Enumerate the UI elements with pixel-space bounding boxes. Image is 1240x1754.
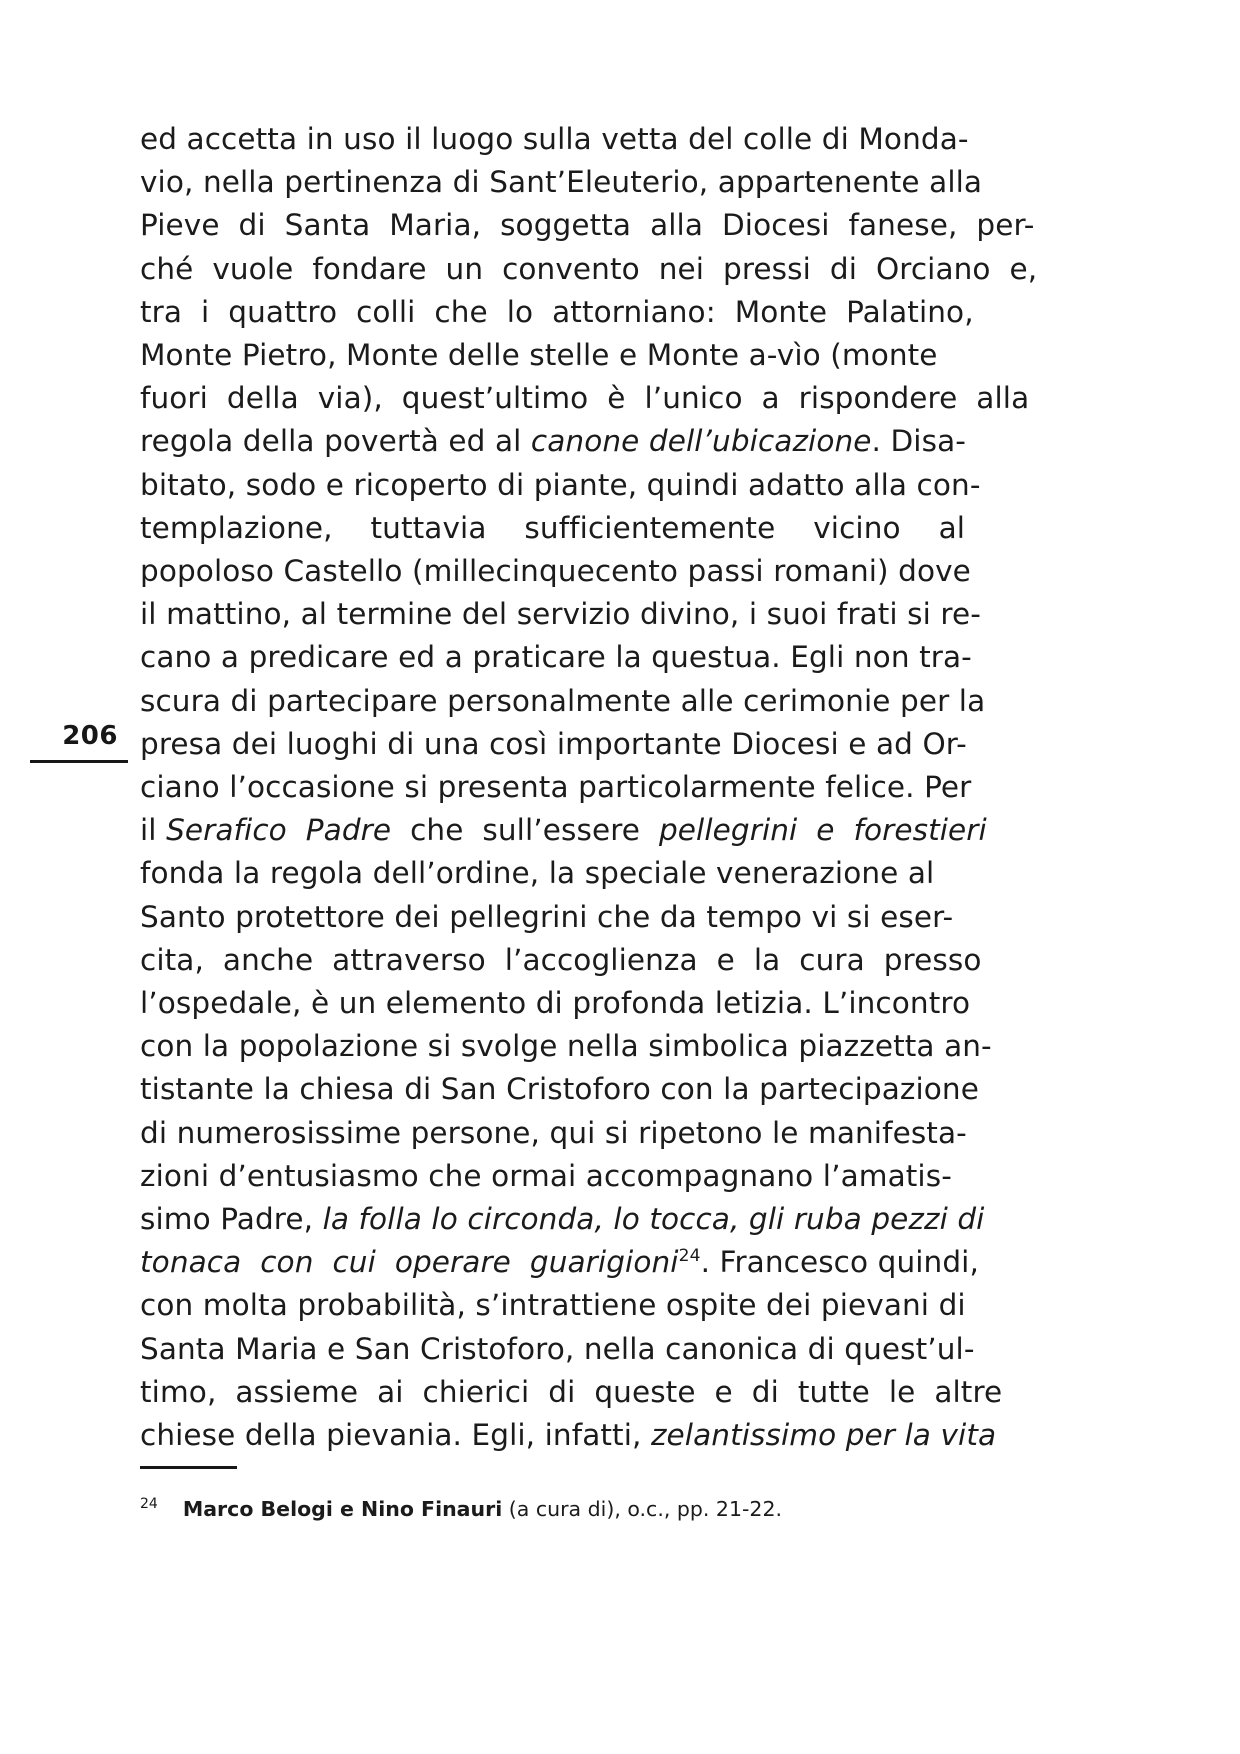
text-run: scura di partecipare personalmente alle cerimonie per la [140,683,986,718]
page-number: 206 [62,721,118,751]
text-run: Santa Maria e San Cristoforo, nella canonica di quest’ul- [140,1331,975,1366]
footnote-entry [140,1495,992,1523]
text-run: tistante la chiesa di San Cristoforo con la partecipazione [140,1072,979,1107]
text-run: ed accetta in uso il luogo sulla vetta del colle di Monda- [140,122,969,156]
text-run: . Disa- [871,424,966,459]
body-line [140,118,992,161]
body-line [140,1198,992,1241]
body-line [140,1414,997,1457]
body-line [140,204,1035,247]
text-run: vio, nella pertinenza di Sant’Eleuterio, appartenente alla [140,165,983,200]
body-line [140,593,992,636]
body-line [140,1328,992,1371]
text-run: timo, assieme ai chierici di queste e di tutte le altre [140,1374,1003,1409]
body-line [140,464,992,507]
body-line [140,161,992,204]
body-line [140,1068,992,1111]
text-run: cita, anche attraverso l’accoglienza e la cura presso [140,942,982,977]
text-run: . Francesco quindi, [700,1245,979,1280]
body-line [140,550,992,593]
footnote-number: 24 [140,1495,158,1512]
text-run: l’ospedale, è un elemento di profonda letizia. L’incontro [140,986,971,1021]
text-run: ciano l’occasione si presenta particolarmente felice. Per [140,770,972,805]
body-line [140,334,992,377]
body-line [140,1241,992,1284]
footnote-separator-rule [140,1466,237,1469]
text-run: zioni d’entusiasmo che ormai accompagnano l’amatis- [140,1158,952,1193]
text-run: bitato, sodo e ricoperto di piante, quindi adatto alla con- [140,467,981,502]
text-run: cano a predicare ed a praticare la questua. Egli non tra- [140,640,972,675]
body-line [140,1155,992,1198]
text-run: con la popolazione si svolge nella simbolica piazzetta an- [140,1029,992,1064]
body-line [140,723,992,766]
body-text-column [140,118,1038,1457]
body-line [140,291,992,334]
body-line [140,939,992,982]
body-line [140,1284,992,1327]
body-line [140,1025,992,1068]
text-run: fuori della via), quest’ultimo è l’unico a rispondere alla [140,381,1030,416]
emphasis-text: canone dell’ubicazione [530,424,872,459]
body-line [140,420,992,463]
emphasis-text: zelantissimo per la vita [650,1418,997,1453]
footnote-author: Marco Belogi e Nino Finauri [182,1496,503,1521]
text-run: ché vuole fondare un convento nei pressi di Orciano e, [140,251,1038,286]
text-run: fonda la regola dell’ordine, la speciale venerazione al [140,856,935,891]
body-line [140,636,992,679]
text-run: di numerosissime persone, qui si ripetono le manifesta- [140,1115,967,1150]
footnote-zone [140,1466,992,1523]
text-run: il [140,813,167,848]
text-run: Santo protettore dei pellegrini che da tempo vi si eser- [140,899,954,934]
text-run: presa dei luoghi di una così importante Diocesi e ad Or- [140,726,967,761]
text-run: tra i quattro colli che lo attorniano: Monte Palatino, [140,294,974,329]
text-run: con molta probabilità, s’intrattiene ospite dei pievani di [140,1288,966,1323]
text-run: templazione, tuttavia sufficientemente vicino al [140,510,966,545]
folio-block [30,723,128,763]
folio-rule [30,760,128,763]
body-line [140,852,992,895]
text-run: Monte Pietro, Monte delle stelle e Monte a-vìo (monte [140,338,938,373]
text-run: che sull’essere [391,813,659,848]
emphasis-text: tonaca con cui operare guarigioni [140,1245,679,1280]
text-run: Pieve di Santa Maria, soggetta alla Diocesi fanese, per- [140,208,1035,243]
text-run: simo Padre, [140,1202,323,1237]
body-line [140,766,992,809]
body-line [140,507,992,550]
emphasis-text: pellegrini e forestieri [658,813,987,848]
body-line [140,896,992,939]
body-line [140,248,1038,291]
body-line [140,809,992,852]
text-run: chiese della pievania. Egli, infatti, [140,1418,651,1453]
text-run: popoloso Castello (millecinquecento passi romani) dove [140,554,971,589]
body-line [140,982,992,1025]
emphasis-text: Serafico Padre [166,813,392,848]
text-run: regola della povertà ed al [140,424,531,459]
text-run: il mattino, al termine del servizio divino, i suoi frati si re- [140,597,981,632]
body-line [140,680,992,723]
body-line [140,377,1030,420]
body-line [140,1112,992,1155]
body-line [140,1371,1003,1414]
emphasis-text: la folla lo circonda, lo tocca, gli ruba pezzi di [322,1202,985,1237]
footnote-citation: (a cura di), o.c., pp. 21-22. [502,1496,783,1521]
footnote-reference[interactable]: 24 [678,1246,701,1267]
